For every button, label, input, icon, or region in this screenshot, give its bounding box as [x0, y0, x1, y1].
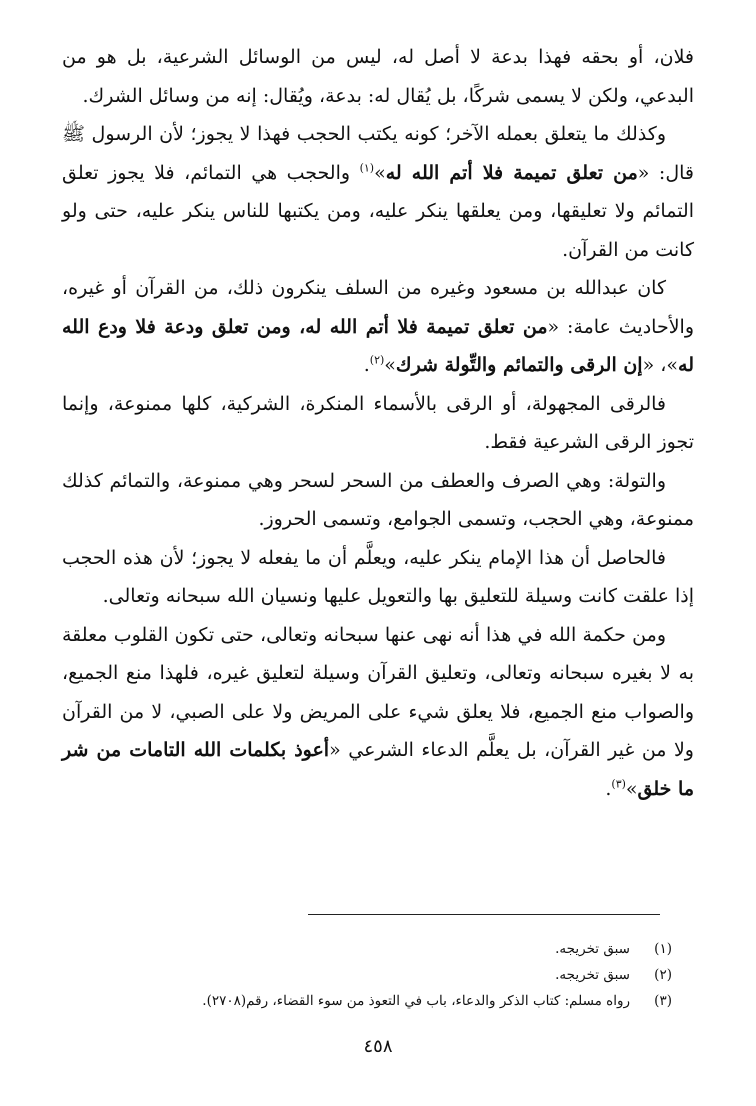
text-run: ومن حكمة الله في هذا أنه نهى عنها سبحانه وتعالى، حتى تكون القلوب معلقة به لا بغيره سبحانه وتعالى، وتعليق القرآن وسيلة لتعليق غيره، فلهذا منع الجميع، والصواب منع الجميع، فلا يعلق شيء على المريض ولا على الصبي، لا من القرآن ولا من غير القرآن، بل يعلَّم الدعاء الشرعي « [62, 623, 694, 761]
footnote-marker: (٢) [369, 353, 385, 367]
paragraph [62, 115, 694, 269]
footnote [52, 962, 672, 988]
footnote-number: (١) [654, 941, 672, 957]
hadith-quote: من تعلق تميمة فلا أتم الله له، ومن تعلق ودعة فلا ودع الله له [62, 315, 694, 376]
footnote-number: (٢) [654, 967, 672, 983]
text-run: . [363, 354, 370, 376]
hadith-quote: إن الرقى والتمائم والتِّولة شرك [395, 354, 643, 376]
footnote-marker: (٣) [611, 777, 626, 791]
paragraph [62, 269, 694, 385]
page-number: ٤٥٨ [363, 1036, 393, 1057]
text-run: » [374, 161, 386, 184]
footnote-text: رواه مسلم: كتاب الذكر والدعاء، باب في التعوذ من سوء القضاء، رقم(٢٧٠٨). [202, 993, 630, 1009]
text-run: فالحاصل أن هذا الإمام ينكر عليه، ويعلَّم أن ما يفعله لا يجوز؛ لأن هذه الحجب إذا علقت كانت وسيلة للتعليق بها والتعويل عليها ونسيان الله سبحانه وتعالى. [62, 546, 694, 607]
text-run: والحجب هي التمائم، فلا يجوز تعلق التمائم ولا تعليقها، ومن يعلقها ينكر عليه، ومن يكتبها للناس ينكر عليه، حتى ولو كانت من القرآن. [62, 161, 694, 261]
footnotes [52, 936, 672, 1014]
text-run: وكذلك ما يتعلق بعمله الآخر؛ كونه يكتب الحجب فهذا لا يجوز؛ لأن الرسول ﷺ قال: « [62, 123, 695, 184]
text-run: » [625, 777, 638, 800]
text-run: » [384, 354, 396, 376]
footnote-text: سبق تخريجه. [555, 967, 630, 983]
paragraph [62, 462, 694, 539]
text-run: . [605, 777, 612, 800]
paragraph [62, 38, 694, 115]
footnote-text: سبق تخريجه. [555, 941, 630, 957]
hadith-quote: أعوذ بكلمات الله التامات من شر ما خلق [62, 739, 694, 800]
footnote-number: (٣) [654, 993, 672, 1009]
text-run: »، « [642, 354, 679, 376]
hadith-quote: من تعلق تميمة فلا أتم الله له [385, 161, 638, 184]
paragraph [62, 616, 694, 809]
main-text [62, 38, 694, 808]
footnote-marker: (١) [359, 161, 375, 175]
text-run: والتولة: وهي الصرف والعطف من السحر لسحر وهي ممنوعة، والتمائم كذلك ممنوعة، وهي الحجب، وتسمى الجوامع، وتسمى الحروز. [62, 469, 694, 530]
footnote-separator [308, 914, 660, 915]
paragraph [62, 385, 694, 462]
text-run: فلان، أو بحقه فهذا بدعة لا أصل له، ليس من الوسائل الشرعية، بل هو من البدعي، ولكن لا يسمى شركًا، بل يُقال له: بدعة، ويُقال: إنه من وسائل الشرك. [62, 46, 694, 107]
text-run: كان عبدالله بن مسعود وغيره من السلف ينكرون ذلك، من القرآن أو غيره، والأحاديث عامة: « [62, 277, 694, 338]
paragraph [62, 539, 694, 616]
footnote [52, 988, 672, 1014]
text-run: فالرقى المجهولة، أو الرقى بالأسماء المنكرة، الشركية، كلها ممنوعة، وإنما تجوز الرقى الشرعية فقط. [62, 392, 694, 453]
footnote [52, 936, 672, 962]
